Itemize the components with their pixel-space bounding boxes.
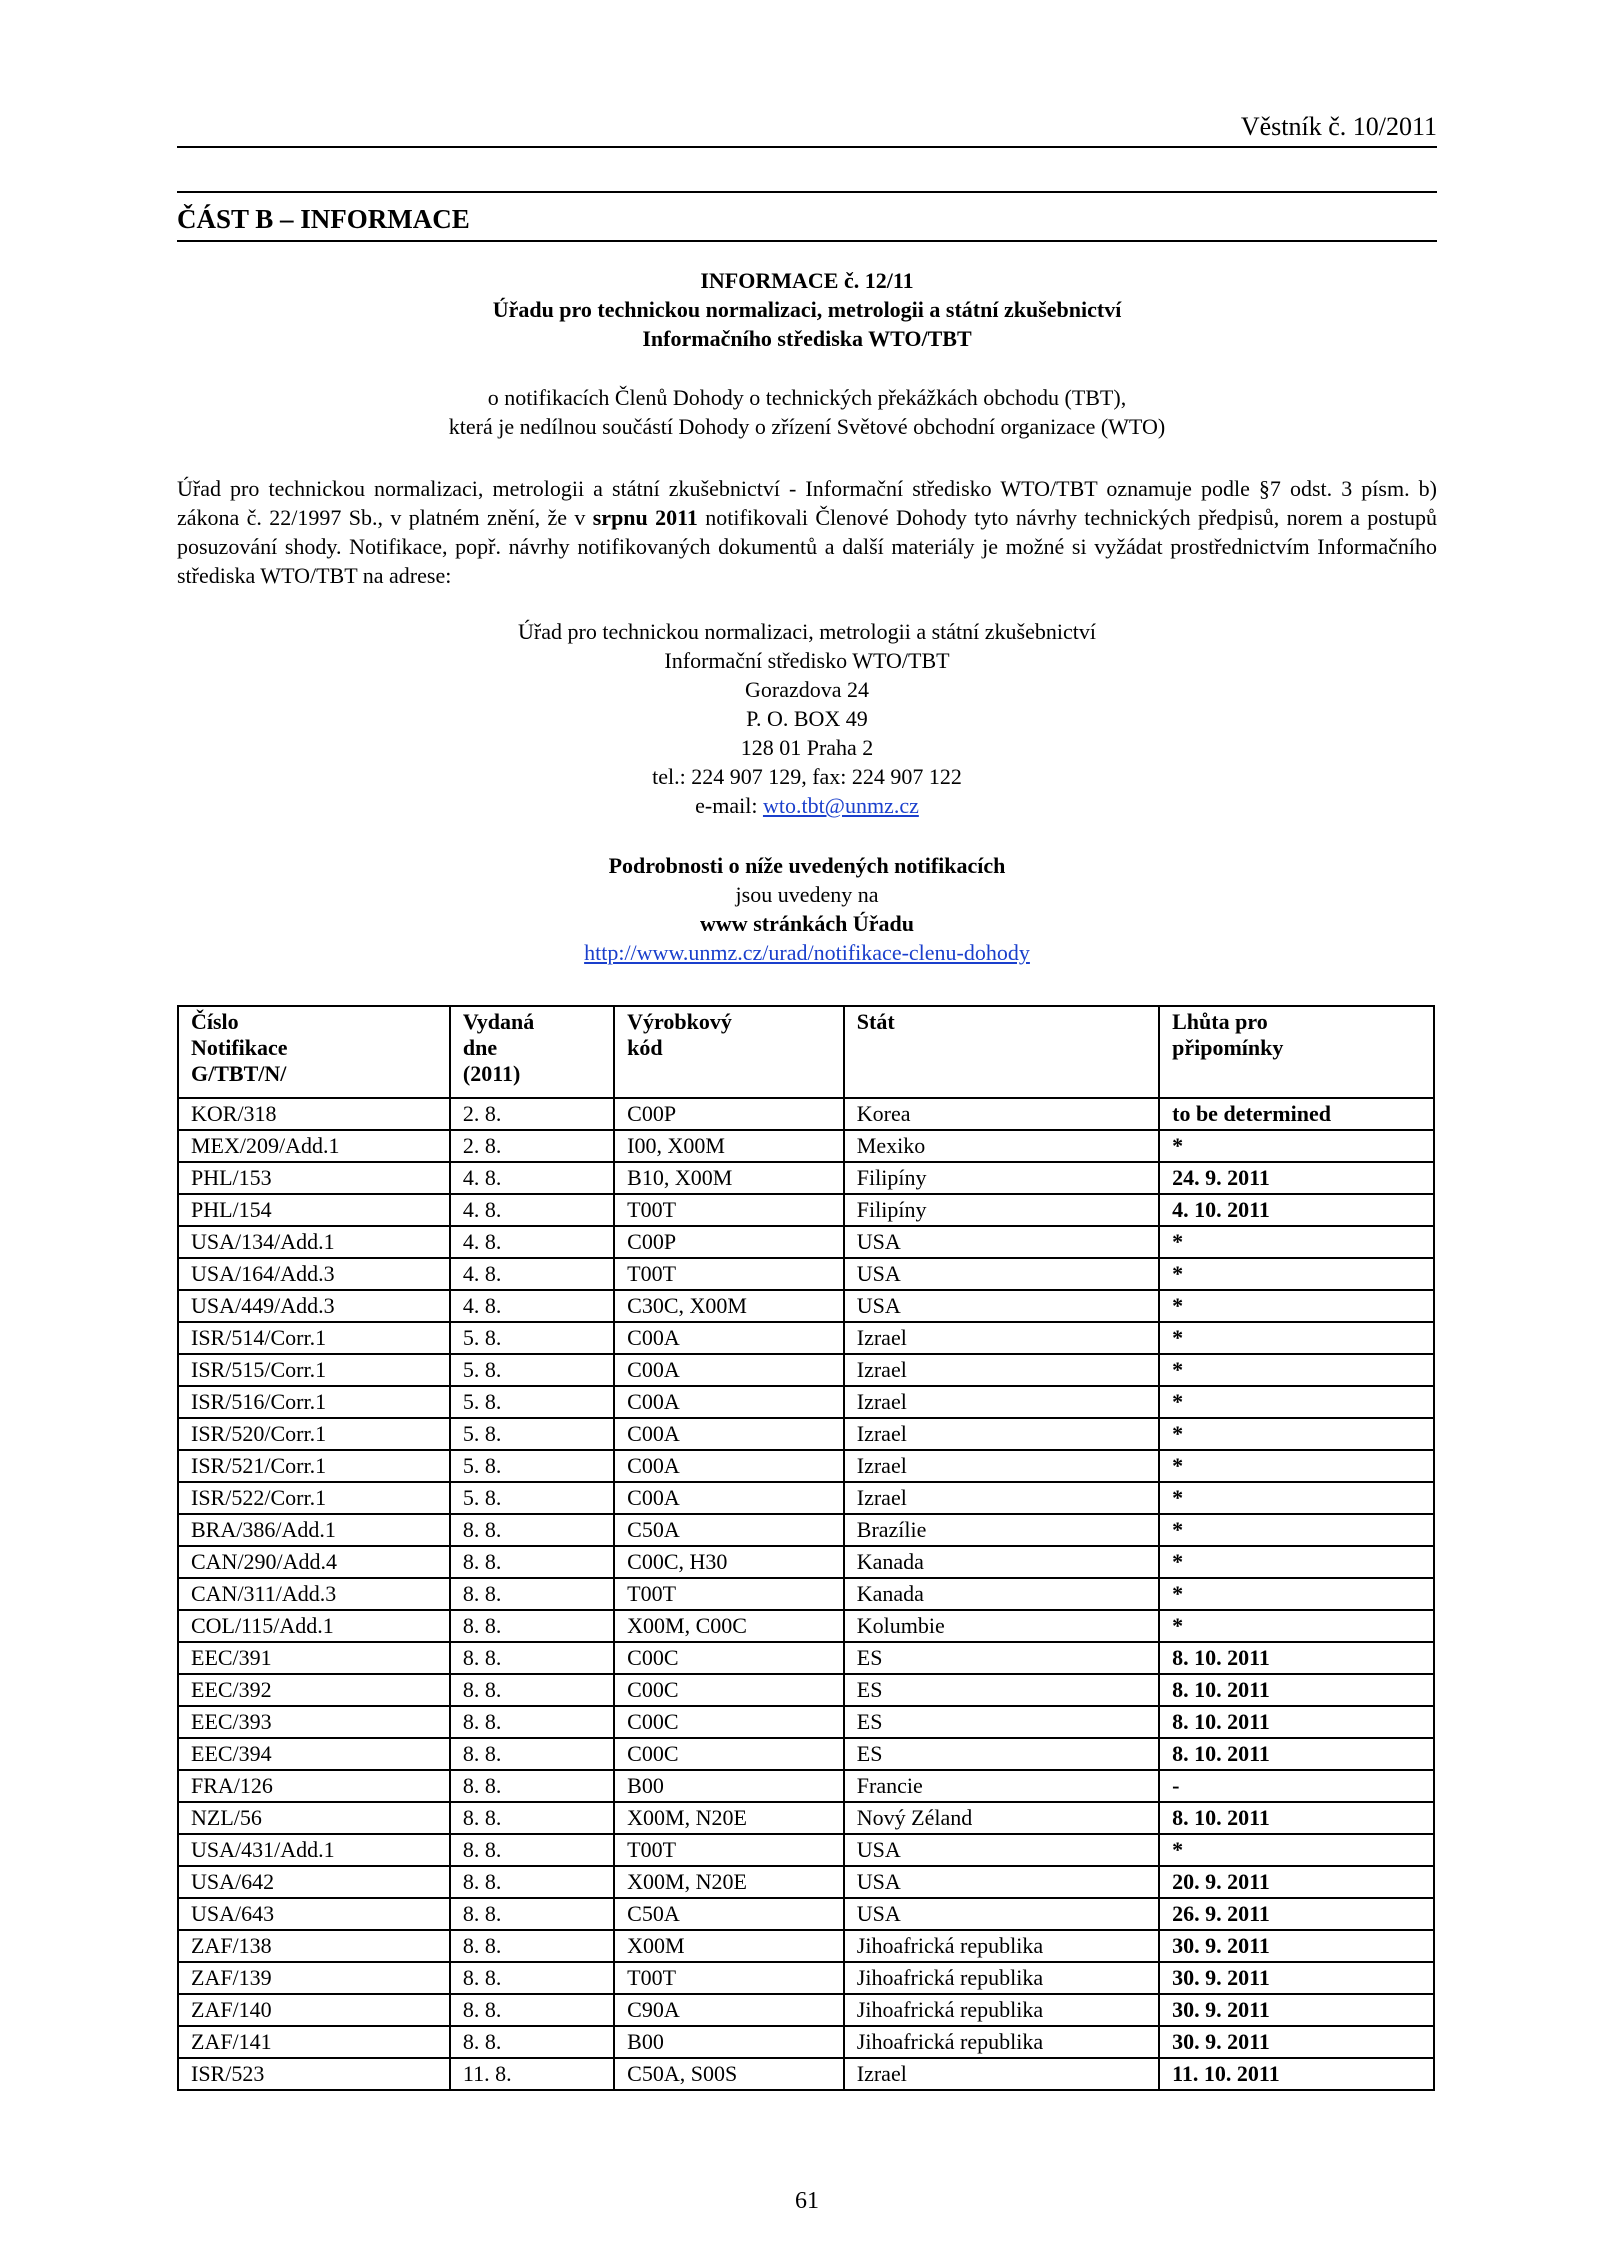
product-code-cell: X00M, N20E [614,1866,844,1898]
product-code-cell: C00C [614,1706,844,1738]
deadline-cell: * [1159,1610,1434,1642]
section-title: ČÁST B – INFORMACE [177,204,470,234]
notification-number-cell: USA/431/Add.1 [178,1834,450,1866]
section-bottom-rule [177,240,1437,242]
deadline-cell: * [1159,1130,1434,1162]
issued-date-cell: 8. 8. [450,1514,614,1546]
details-block [177,851,1437,967]
product-code-cell: X00M, C00C [614,1610,844,1642]
product-code-cell: X00M [614,1930,844,1962]
header-comment-deadline: Lhůta pro připomínky [1159,1006,1434,1098]
country-cell: Filipíny [844,1194,1159,1226]
header-rule [177,146,1437,148]
deadline-cell: 8. 10. 2011 [1159,1674,1434,1706]
notification-number-cell: USA/643 [178,1898,450,1930]
address-line3: Gorazdova 24 [744,677,869,702]
country-cell: Izrael [844,1418,1159,1450]
issued-date-cell: 8. 8. [450,1706,614,1738]
page-number: 61 [795,2188,819,2214]
deadline-cell: * [1159,1546,1434,1578]
deadline-cell: * [1159,1418,1434,1450]
issued-date-cell: 8. 8. [450,1802,614,1834]
product-code-cell: C00A [614,1482,844,1514]
country-cell: Izrael [844,2058,1159,2090]
product-code-cell: C00A [614,1450,844,1482]
country-cell: Korea [844,1098,1159,1130]
notification-number-cell: ISR/514/Corr.1 [178,1322,450,1354]
product-code-cell: C00P [614,1226,844,1258]
notification-number-cell: CAN/311/Add.3 [178,1578,450,1610]
deadline-cell: 4. 10. 2011 [1159,1194,1434,1226]
country-cell: Mexiko [844,1130,1159,1162]
table-row [178,2026,1434,2058]
table-row [178,1738,1434,1770]
table-row [178,1258,1434,1290]
issued-date-cell: 8. 8. [450,1898,614,1930]
table-row [178,1962,1434,1994]
table-row [178,1354,1434,1386]
product-code-cell: C00C [614,1642,844,1674]
notification-number-cell: EEC/391 [178,1642,450,1674]
table-row [178,1130,1434,1162]
issued-date-cell: 8. 8. [450,1578,614,1610]
issued-date-cell: 4. 8. [450,1258,614,1290]
notifications-table [177,1005,1435,2091]
section-top-rule [177,191,1437,193]
notification-number-cell: CAN/290/Add.4 [178,1546,450,1578]
notification-number-cell: PHL/153 [178,1162,450,1194]
product-code-cell: B00 [614,1770,844,1802]
notification-number-cell: ZAF/140 [178,1994,450,2026]
info-title-line2: Úřadu pro technickou normalizaci, metrologii a státní zkušebnictví [492,297,1122,322]
country-cell: Izrael [844,1450,1159,1482]
country-cell: Filipíny [844,1162,1159,1194]
table-row [178,1290,1434,1322]
deadline-cell: * [1159,1226,1434,1258]
deadline-cell: * [1159,1450,1434,1482]
country-cell: Izrael [844,1386,1159,1418]
details-line2: jsou uvedeny na [735,882,879,907]
product-code-cell: B10, X00M [614,1162,844,1194]
info-subtitle-line1: o notifikacích Členů Dohody o technických překážkách obchodu (TBT), [487,385,1127,410]
details-line3: www stránkách Úřadu [700,911,914,936]
notification-number-cell: USA/164/Add.3 [178,1258,450,1290]
address-line1: Úřad pro technickou normalizaci, metrologii a státní zkušebnictví [518,619,1096,644]
notification-number-cell: BRA/386/Add.1 [178,1514,450,1546]
info-title-line1: INFORMACE č. 12/11 [700,268,914,293]
product-code-cell: C50A, S00S [614,2058,844,2090]
header-notification-number: Číslo Notifikace G/TBT/N/ [178,1006,450,1098]
issued-date-cell: 8. 8. [450,1610,614,1642]
address-line2: Informační středisko WTO/TBT [664,648,950,673]
product-code-cell: C00C, H30 [614,1546,844,1578]
product-code-cell: C00A [614,1322,844,1354]
country-cell: USA [844,1226,1159,1258]
issued-date-cell: 4. 8. [450,1290,614,1322]
address-line5: 128 01 Praha 2 [740,735,874,760]
table-row [178,1514,1434,1546]
notification-number-cell: FRA/126 [178,1770,450,1802]
deadline-cell: 30. 9. 2011 [1159,1994,1434,2026]
table-row [178,1866,1434,1898]
address-email-line [177,791,1437,820]
notification-number-cell: EEC/394 [178,1738,450,1770]
notification-number-cell: USA/449/Add.3 [178,1290,450,1322]
deadline-cell: * [1159,1578,1434,1610]
product-code-cell: C00A [614,1354,844,1386]
country-cell: Kanada [844,1578,1159,1610]
deadline-cell: 30. 9. 2011 [1159,2026,1434,2058]
running-head: Věstník č. 10/2011 [1240,112,1437,141]
issued-date-cell: 4. 8. [450,1226,614,1258]
issued-date-cell: 8. 8. [450,1994,614,2026]
notification-number-cell: EEC/393 [178,1706,450,1738]
issued-date-cell: 2. 8. [450,1098,614,1130]
issued-date-cell: 5. 8. [450,1386,614,1418]
intro-paragraph [177,474,1437,590]
table-row [178,1898,1434,1930]
issued-date-cell: 4. 8. [450,1162,614,1194]
country-cell: USA [844,1290,1159,1322]
issued-date-cell: 8. 8. [450,1674,614,1706]
country-cell: Jihoafrická republika [844,1930,1159,1962]
product-code-cell: C00C [614,1674,844,1706]
country-cell: ES [844,1674,1159,1706]
table-row [178,1706,1434,1738]
notification-number-cell: ISR/515/Corr.1 [178,1354,450,1386]
table-row [178,1162,1434,1194]
table-row [178,1418,1434,1450]
header-product-code: Výrobkový kód [614,1006,844,1098]
deadline-cell: * [1159,1258,1434,1290]
notification-number-cell: ISR/522/Corr.1 [178,1482,450,1514]
country-cell: Jihoafrická republika [844,1962,1159,1994]
info-subtitle-line2: která je nedílnou součástí Dohody o zřízení Světové obchodní organizace (WTO) [448,414,1166,439]
notification-number-cell: NZL/56 [178,1802,450,1834]
info-title-line3: Informačního střediska WTO/TBT [642,326,972,351]
issued-date-cell: 5. 8. [450,1354,614,1386]
table-row [178,1226,1434,1258]
deadline-cell: 11. 10. 2011 [1159,2058,1434,2090]
notification-number-cell: EEC/392 [178,1674,450,1706]
issued-date-cell: 8. 8. [450,1834,614,1866]
address-line6: tel.: 224 907 129, fax: 224 907 122 [652,764,962,789]
country-cell: Izrael [844,1482,1159,1514]
header-country: Stát [844,1006,1159,1098]
product-code-cell: T00T [614,1962,844,1994]
details-url-link[interactable]: http://www.unmz.cz/urad/notifikace-clenu-dohody [584,940,1030,965]
deadline-cell: * [1159,1514,1434,1546]
issued-date-cell: 5. 8. [450,1482,614,1514]
header-issued-date: Vydaná dne (2011) [450,1006,614,1098]
country-cell: Kolumbie [844,1610,1159,1642]
deadline-cell: 8. 10. 2011 [1159,1706,1434,1738]
details-line1: Podrobnosti o níže uvedených notifikacích [608,853,1006,878]
notification-number-cell: MEX/209/Add.1 [178,1130,450,1162]
product-code-cell: B00 [614,2026,844,2058]
info-subtitle [177,383,1437,441]
notification-number-cell: ISR/523 [178,2058,450,2090]
country-cell: Nový Zéland [844,1802,1159,1834]
product-code-cell: T00T [614,1194,844,1226]
email-link[interactable]: wto.tbt@unmz.cz [762,793,919,818]
notification-number-cell: ZAF/138 [178,1930,450,1962]
deadline-cell: * [1159,1354,1434,1386]
table-row [178,1930,1434,1962]
product-code-cell: C00C [614,1738,844,1770]
product-code-cell: C30C, X00M [614,1290,844,1322]
product-code-cell: C00A [614,1418,844,1450]
product-code-cell: T00T [614,1578,844,1610]
table-row [178,1834,1434,1866]
table-row [178,1674,1434,1706]
product-code-cell: C50A [614,1514,844,1546]
table-row [178,1546,1434,1578]
deadline-cell: * [1159,1322,1434,1354]
notification-number-cell: USA/134/Add.1 [178,1226,450,1258]
table-row [178,1578,1434,1610]
country-cell: USA [844,1898,1159,1930]
table-row [178,1194,1434,1226]
notification-number-cell: ISR/521/Corr.1 [178,1450,450,1482]
issued-date-cell: 8. 8. [450,2026,614,2058]
table-row [178,2058,1434,2090]
country-cell: Izrael [844,1322,1159,1354]
country-cell: USA [844,1866,1159,1898]
country-cell: ES [844,1738,1159,1770]
product-code-cell: C00A [614,1386,844,1418]
country-cell: ES [844,1706,1159,1738]
notification-number-cell: ZAF/139 [178,1962,450,1994]
table-row [178,1994,1434,2026]
intro-text-part2: notifikovali Členové Dohody tyto návrhy technických předpisů, norem a postupů posuzování shody. Notifikace, popř. návrhy notifikovaných dokumentů a další materiály je možné si vyžádat prostřednictvím Informačního střediska WTO/TBT na adrese: [177,505,1437,588]
product-code-cell: T00T [614,1258,844,1290]
deadline-cell: 8. 10. 2011 [1159,1642,1434,1674]
intro-text-month: srpnu 2011 [592,505,698,530]
intro-text-part1: Úřad pro technickou normalizaci, metrologii a státní zkušebnictví - Informační středisko WTO/TBT oznamuje podle §7 odst. 3 písm. b) zákona č. 22/1997 Sb., v platném znění, že v [177,476,1437,530]
table-row [178,1482,1434,1514]
notification-number-cell: ZAF/141 [178,2026,450,2058]
country-cell: Brazílie [844,1514,1159,1546]
table-row [178,1386,1434,1418]
issued-date-cell: 5. 8. [450,1450,614,1482]
product-code-cell: C90A [614,1994,844,2026]
deadline-cell: * [1159,1386,1434,1418]
product-code-cell: I00, X00M [614,1130,844,1162]
deadline-cell: 30. 9. 2011 [1159,1962,1434,1994]
table-header-row [178,1006,1434,1098]
issued-date-cell: 8. 8. [450,1930,614,1962]
table-row [178,1098,1434,1130]
country-cell: Francie [844,1770,1159,1802]
table-row [178,1322,1434,1354]
country-cell: Kanada [844,1546,1159,1578]
table-row [178,1610,1434,1642]
product-code-cell: T00T [614,1834,844,1866]
info-title [177,266,1437,353]
product-code-cell: C50A [614,1898,844,1930]
issued-date-cell: 8. 8. [450,1546,614,1578]
country-cell: Jihoafrická republika [844,1994,1159,2026]
product-code-cell: X00M, N20E [614,1802,844,1834]
issued-date-cell: 8. 8. [450,1738,614,1770]
issued-date-cell: 8. 8. [450,1962,614,1994]
issued-date-cell: 5. 8. [450,1418,614,1450]
issued-date-cell: 5. 8. [450,1322,614,1354]
country-cell: USA [844,1834,1159,1866]
deadline-cell: 20. 9. 2011 [1159,1866,1434,1898]
issued-date-cell: 8. 8. [450,1866,614,1898]
table-row [178,1802,1434,1834]
issued-date-cell: 4. 8. [450,1194,614,1226]
table-row [178,1770,1434,1802]
notification-number-cell: PHL/154 [178,1194,450,1226]
issued-date-cell: 8. 8. [450,1642,614,1674]
country-cell: ES [844,1642,1159,1674]
issued-date-cell: 11. 8. [450,2058,614,2090]
table-row [178,1450,1434,1482]
country-cell: USA [844,1258,1159,1290]
deadline-cell: * [1159,1290,1434,1322]
notification-number-cell: KOR/318 [178,1098,450,1130]
notification-number-cell: ISR/516/Corr.1 [178,1386,450,1418]
address-block [177,617,1437,820]
deadline-cell: 26. 9. 2011 [1159,1898,1434,1930]
notification-number-cell: USA/642 [178,1866,450,1898]
email-label: e-mail: [695,793,763,818]
notification-number-cell: COL/115/Add.1 [178,1610,450,1642]
issued-date-cell: 2. 8. [450,1130,614,1162]
deadline-cell: 8. 10. 2011 [1159,1738,1434,1770]
deadline-cell: 30. 9. 2011 [1159,1930,1434,1962]
deadline-cell: * [1159,1834,1434,1866]
address-line4: P. O. BOX 49 [746,706,868,731]
country-cell: Jihoafrická republika [844,2026,1159,2058]
deadline-cell: 8. 10. 2011 [1159,1802,1434,1834]
deadline-cell: - [1159,1770,1434,1802]
country-cell: Izrael [844,1354,1159,1386]
table-row [178,1642,1434,1674]
issued-date-cell: 8. 8. [450,1770,614,1802]
table-body [178,1098,1434,2090]
product-code-cell: C00P [614,1098,844,1130]
deadline-cell: * [1159,1482,1434,1514]
notification-number-cell: ISR/520/Corr.1 [178,1418,450,1450]
deadline-cell: 24. 9. 2011 [1159,1162,1434,1194]
deadline-cell: to be determined [1159,1098,1434,1130]
